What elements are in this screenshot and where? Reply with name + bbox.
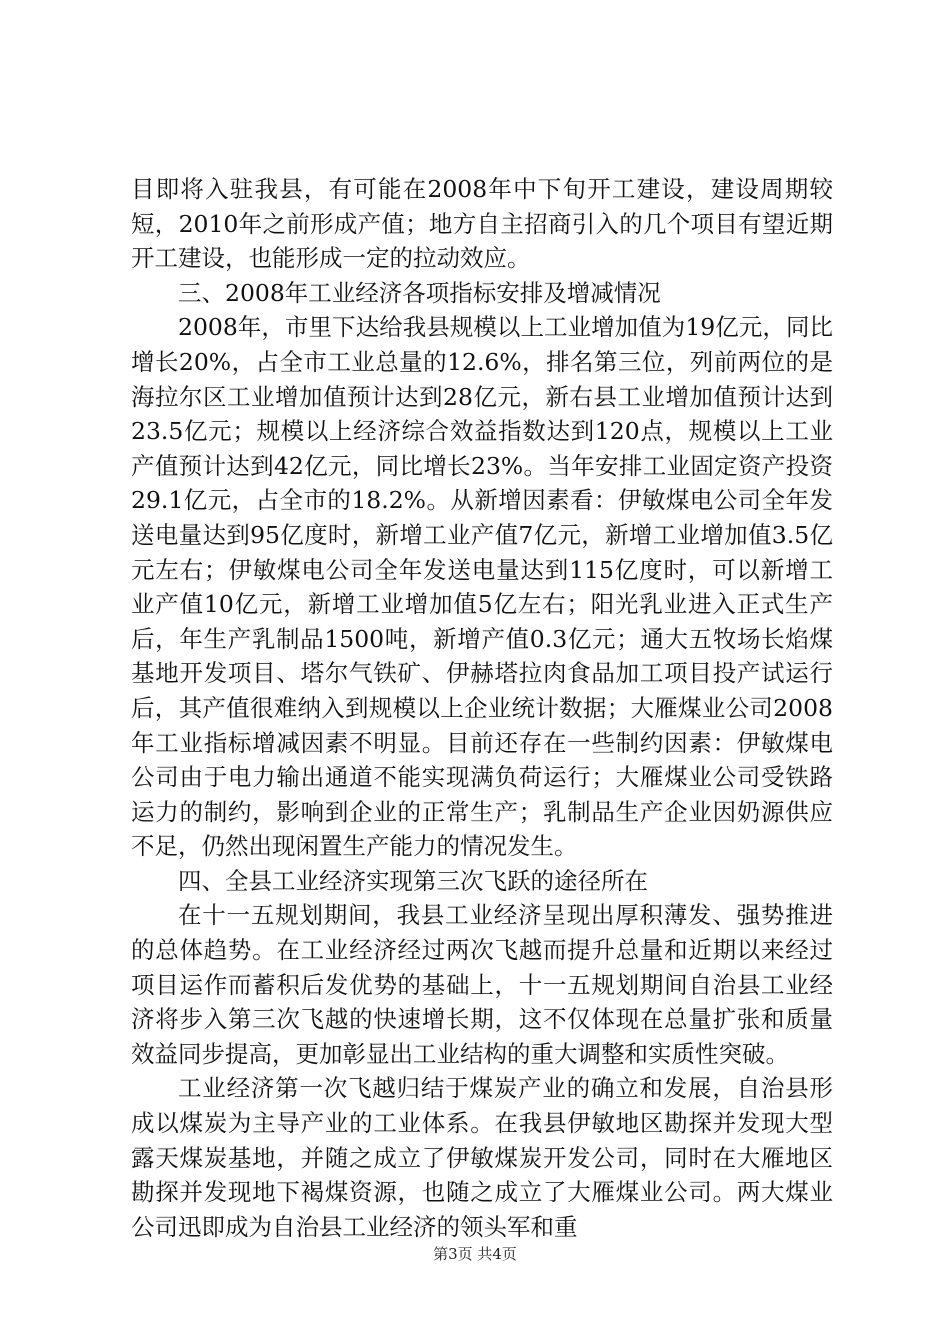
section-heading-four: 四、全县工业经济实现第三次飞跃的途径所在 bbox=[178, 866, 648, 895]
paragraph-trend: 在十一五规划期间，我县工业经济呈现出厚积薄发、强势推进的总体趋势。在工业经济经过两次飞越而提升总量和近期以来经过项目运作而蓄积后发优势的基础上，十一五规划期间自治县工业经济将步入第三次飞越的快速增长期，这不仅体现在总量扩张和质量效益同步提高，更加彰显出工业结构的重大调整和实质性突破。 bbox=[131, 901, 833, 1068]
document-body bbox=[131, 172, 833, 1244]
section-heading-three: 三、2008年工业经济各项指标安排及增减情况 bbox=[178, 278, 661, 307]
page-footer: 第3页 共4页 bbox=[433, 1245, 517, 1263]
paragraph-indicators: 2008年，市里下达给我县规模以上工业增加值为19亿元，同比增长20%，占全市工业总量的12.6%，排名第三位，列前两位的是海拉尔区工业增加值预计达到28亿元，新右县工业增加值预计达到23.5亿元；规模以上经济综合效益指数达到120点，规模以上工业产值预计达到42亿元，同比增长23%。当年安排工业固定资产投资29.1亿元，占全市的18.2%。从新增因素看：伊敏煤电公司全年发送电量达到95亿度时，新增工业产值7亿元，新增工业增加值3.5亿元左右；伊敏煤电公司全年发送电量达到115亿度时，可以新增工业产值10亿元，新增工业增加值5亿左右；阳光乳业进入正式生产后，年生产乳制品1500吨，新增产值0.3亿元；通大五牧场长焰煤基地开发项目、塔尔气铁矿、伊赫塔拉肉食品加工项目投产试运行后，其产值很难纳入到规模以上企业统计数据；大雁煤业公司2008年工业指标增减因素不明显。目前还存在一些制约因素：伊敏煤电公司由于电力输出通道不能实现满负荷运行；大雁煤业公司受铁路运力的制约，影响到企业的正常生产；乳制品生产企业因奶源供应不足，仍然出现闲置生产能力的情况发生。 bbox=[131, 313, 833, 861]
paragraph-continuation: 目即将入驻我县，有可能在2008年中下旬开工建设，建设周期较短，2010年之前形成产值；地方自主招商引入的几个项目有望近期开工建设，也能形成一定的拉动效应。 bbox=[131, 175, 833, 273]
paragraph-first-leap: 工业经济第一次飞越归结于煤炭产业的确立和发展，自治县形成以煤炭为主导产业的工业体系。在我县伊敏地区勘探并发现大型露天煤炭基地，并随之成立了伊敏煤炭开发公司，同时在大雁地区勘探并发现地下褐煤资源，也随之成立了大雁煤业公司。两大煤业公司迅即成为自治县工业经济的领头军和重 bbox=[131, 1074, 833, 1241]
